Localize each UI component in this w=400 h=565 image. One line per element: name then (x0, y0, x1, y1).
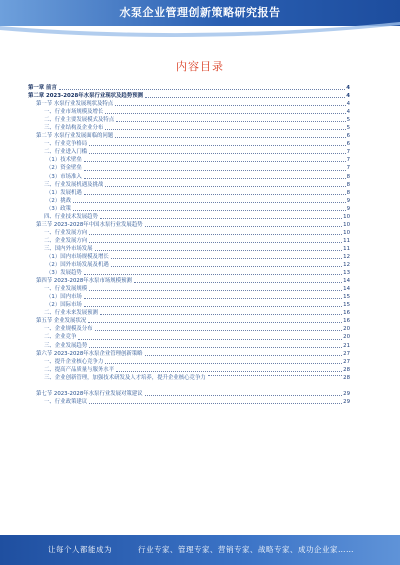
toc-page-number: 10 (343, 221, 350, 228)
toc-page-number: 5 (346, 117, 350, 124)
toc-page-number: 6 (346, 133, 350, 140)
toc-page-number: 9 (346, 197, 350, 204)
toc-entry[interactable] (28, 189, 350, 197)
toc-entry[interactable] (28, 124, 350, 132)
toc-entry[interactable] (28, 181, 350, 189)
toc-page-number: 20 (343, 334, 350, 341)
toc-leader-dots (134, 281, 342, 283)
toc-leader-dots (89, 346, 342, 348)
toc-entry-title: 二、行业主要发展模式及特点 (44, 117, 115, 124)
toc-leader-dots (89, 233, 342, 235)
toc-entry[interactable] (28, 325, 350, 333)
toc-leader-dots (105, 185, 345, 187)
toc-entry[interactable] (28, 84, 350, 92)
toc-entry-title: 三、行业发展机遇及挑战 (44, 181, 104, 188)
toc-entry[interactable] (28, 293, 350, 301)
toc-entry-title: 三、企业创新管理，加强技术研发及人才培养，提升企业核心竞争力 (44, 374, 206, 381)
toc-entry[interactable] (28, 277, 350, 285)
toc-entry-title: 三、企业发展趋势 (44, 342, 88, 349)
toc-entry[interactable] (28, 269, 350, 277)
toc-entry-title: 二、提高产品质量与服务水平 (44, 366, 115, 373)
toc-page-number: 4 (346, 85, 350, 91)
toc-entry[interactable] (28, 317, 350, 325)
toc-page-number: 8 (346, 181, 350, 188)
toc-leader-dots (84, 177, 346, 179)
toc-entry-title: 二、行业进入门槛 (44, 149, 88, 156)
toc-entry-title: （3）发展趋势 (46, 270, 82, 277)
toc-entry[interactable] (28, 309, 350, 317)
toc-entry-title: 二、企业竞争 (44, 334, 77, 341)
toc-entry[interactable] (28, 108, 350, 116)
toc-entry[interactable] (28, 253, 350, 261)
toc-entry-title: 第六节 2023-2028年水泵企业管理创新策略 (36, 350, 143, 357)
toc-entry-title: （1）发展机遇 (46, 189, 82, 196)
toc-page-number: 12 (343, 253, 350, 260)
toc-entry-title: 二、行业未来发展预测 (44, 310, 98, 317)
toc-entry-title: 第二节 水泵行业发展面临的问题 (36, 133, 114, 140)
toc-page-number: 4 (346, 101, 350, 108)
toc-leader-dots (59, 88, 345, 90)
toc-entry[interactable] (28, 140, 350, 148)
toc-leader-dots (89, 402, 342, 404)
toc-leader-dots (95, 249, 343, 251)
toc-page-number: 4 (346, 109, 350, 116)
toc-entry-title: （3）政策 (46, 205, 71, 212)
toc-leader-dots (84, 297, 342, 299)
toc-page-number: 21 (343, 342, 350, 349)
toc-page-number: 7 (346, 149, 350, 156)
toc-entry-title: 一、行业发展方向 (44, 229, 88, 236)
toc-entry[interactable] (28, 100, 350, 108)
toc-leader-dots (100, 217, 342, 219)
toc-entry-title: 一、行业政策建议 (44, 398, 88, 405)
toc-page-number: 12 (343, 262, 350, 269)
toc-entry[interactable] (28, 237, 350, 245)
toc-leader-dots (208, 374, 342, 376)
toc-leader-dots (145, 225, 343, 227)
toc-entry[interactable] (28, 261, 350, 269)
toc-entry-title: 四、行业技术发展趋势 (44, 213, 98, 220)
toc-entry-title: （3）市场准入 (46, 173, 82, 180)
toc-entry[interactable] (28, 390, 350, 398)
toc-entry-title: 第七节 2023-2028年水泵行业发展对策建议 (36, 390, 143, 397)
toc-leader-dots (116, 370, 342, 372)
toc-entry[interactable] (28, 358, 350, 366)
toc-page-number: 27 (343, 350, 350, 357)
table-of-contents (28, 84, 350, 530)
toc-entry[interactable] (28, 197, 350, 205)
toc-entry[interactable] (28, 301, 350, 309)
toc-entry[interactable] (28, 164, 350, 172)
toc-entry-title: 第一节 水泵行业发展现状及特点 (36, 101, 114, 108)
toc-entry-title: （2）挑战 (46, 197, 71, 204)
toc-page-number: 9 (346, 205, 350, 212)
toc-entry-title: 第五节 企业发展状况 (36, 318, 87, 325)
toc-entry-title: （2）资金壁垒 (46, 165, 82, 172)
toc-entry[interactable] (28, 213, 350, 221)
toc-leader-dots (73, 209, 346, 211)
toc-page-number: 27 (343, 358, 350, 365)
toc-page-number: 15 (343, 294, 350, 301)
toc-leader-dots (84, 273, 342, 275)
toc-entry[interactable] (28, 156, 350, 164)
toc-page-number: 10 (343, 229, 350, 236)
toc-page-number: 14 (343, 278, 350, 285)
toc-leader-dots (115, 136, 345, 138)
toc-leader-dots (111, 265, 342, 267)
toc-page-number: 7 (346, 157, 350, 164)
footer-slogan-left: 让每个人都能成为 (48, 545, 112, 554)
toc-entry[interactable] (28, 333, 350, 341)
toc-entry[interactable] (28, 221, 350, 229)
toc-leader-dots (89, 241, 342, 243)
toc-leader-dots (105, 128, 345, 130)
toc-page-number: 6 (346, 141, 350, 148)
toc-leader-dots (84, 169, 346, 171)
toc-entry-title: 一、行业竞争格局 (44, 141, 88, 148)
toc-leader-dots (105, 112, 345, 114)
toc-entry-title: （1）国内市场规模及增长 (46, 253, 109, 260)
toc-entry[interactable] (28, 205, 350, 213)
toc-entry[interactable] (28, 366, 350, 374)
toc-entry-title: （1）技术壁垒 (46, 157, 82, 164)
toc-leader-dots (84, 160, 346, 162)
toc-page-number: 29 (343, 398, 350, 405)
toc-entry[interactable] (28, 374, 350, 390)
toc-page-number: 29 (343, 390, 350, 397)
toc-entry[interactable] (28, 116, 350, 124)
toc-leader-dots (145, 394, 343, 396)
toc-heading: 内容目录 (176, 60, 224, 73)
toc-entry-title: 第一章 前言 (28, 85, 57, 91)
toc-entry[interactable] (28, 350, 350, 358)
toc-leader-dots (89, 144, 345, 146)
toc-entry-title: 一、行业发展规模 (44, 286, 88, 293)
toc-page-number: 28 (343, 366, 350, 373)
toc-leader-dots (78, 338, 342, 340)
toc-leader-dots (84, 193, 346, 195)
toc-entry-title: （2）国外市场发展及机遇 (46, 262, 109, 269)
toc-entry-title: 二、企业发展方向 (44, 237, 88, 244)
toc-page-number: 8 (346, 189, 350, 196)
toc-leader-dots (111, 257, 342, 259)
toc-entry-title: 三、国内外市场发展 (44, 245, 93, 252)
toc-entry-title: 一、行业市场规模及增长 (44, 109, 104, 116)
toc-leader-dots (95, 329, 343, 331)
toc-leader-dots (145, 96, 345, 98)
toc-leader-dots (105, 362, 342, 364)
toc-page-number: 28 (343, 374, 350, 381)
toc-page-number: 11 (343, 237, 350, 244)
toc-page-number: 13 (343, 270, 350, 277)
toc-leader-dots (100, 313, 342, 315)
toc-entry[interactable] (28, 398, 350, 406)
toc-entry-title: 第四节 2023-2028年水泵市场规模预测 (36, 278, 132, 285)
toc-page-number: 16 (343, 310, 350, 317)
footer-slogan-right: 行业专家、管理专家、营销专家、战略专家、成功企业家…… (138, 545, 354, 554)
toc-leader-dots (89, 152, 345, 154)
document-title: 水泵企业管理创新策略研究报告 (119, 6, 281, 19)
toc-leader-dots (145, 354, 343, 356)
toc-entry-title: 三、行业结构及企业分布 (44, 125, 104, 132)
toc-page-number: 11 (343, 245, 350, 252)
toc-leader-dots (89, 289, 342, 291)
toc-leader-dots (84, 305, 342, 307)
toc-entry[interactable] (28, 229, 350, 237)
toc-entry-title: 第三节 2023-2028年中国水泵行业发展趋势 (36, 221, 143, 228)
toc-page-number: 15 (343, 302, 350, 309)
toc-entry[interactable] (28, 173, 350, 181)
toc-entry-title: 一、提升企业核心竞争力 (44, 358, 104, 365)
toc-page-number: 5 (346, 125, 350, 132)
toc-page-number: 14 (343, 286, 350, 293)
toc-entry[interactable] (28, 245, 350, 253)
toc-page-number: 16 (343, 318, 350, 325)
toc-page-number: 4 (346, 93, 350, 100)
toc-entry[interactable] (28, 285, 350, 293)
toc-leader-dots (115, 104, 345, 106)
toc-entry-title: （1）国内市场 (46, 294, 82, 301)
toc-entry-title: （2）国际市场 (46, 302, 82, 309)
toc-page-number: 10 (343, 213, 350, 220)
toc-entry[interactable] (28, 148, 350, 156)
toc-entry-title: 一、企业规模及分布 (44, 326, 93, 333)
toc-page-number: 20 (343, 326, 350, 333)
toc-entry[interactable] (28, 342, 350, 350)
toc-entry[interactable] (28, 92, 350, 100)
toc-entry[interactable] (28, 132, 350, 140)
toc-page-number: 8 (346, 173, 350, 180)
toc-leader-dots (116, 120, 345, 122)
toc-page-number: 7 (346, 165, 350, 172)
toc-leader-dots (73, 201, 346, 203)
toc-entry-title: 第二章 2023-2028年水泵行业现状及趋势预测 (28, 93, 143, 100)
toc-leader-dots (88, 321, 342, 323)
